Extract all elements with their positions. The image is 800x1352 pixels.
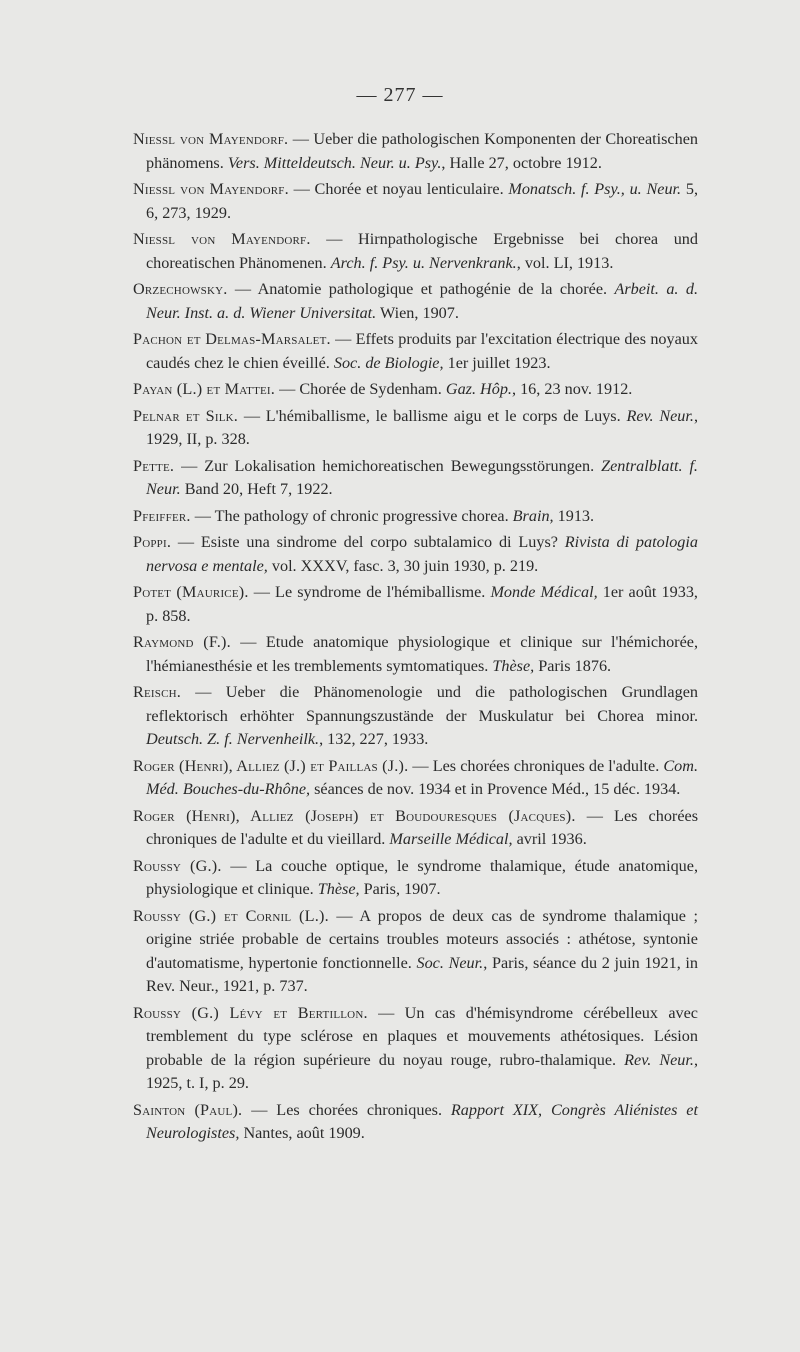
reference-tail: vol. XXXV, fasc. 3, 30 juin 1930, p. 219.	[267, 556, 539, 575]
reference-tail: 1er août 1933, p. 858.	[146, 583, 698, 625]
reference-journal: Soc. Neur.	[416, 953, 484, 972]
reference-tail: avril 1936.	[512, 830, 587, 848]
reference-entry	[133, 755, 698, 802]
reference-entry	[133, 278, 698, 325]
reference-tail: 1913.	[553, 506, 595, 525]
reference-text: — Etude anatomique physiologique et clinique sur l'hémichorée, l'hémianesthésie et les tremblements symtomatiques.	[146, 633, 698, 675]
reference-text: — Le syndrome de l'hémiballisme.	[248, 583, 491, 601]
reference-journal: Gaz. Hôp.	[445, 380, 512, 398]
reference-journal: Marseille Médical,	[389, 830, 513, 848]
reference-tail: Band 20, Heft 7, 1922.	[180, 480, 333, 498]
reference-text: — Les chorées chroniques.	[242, 1100, 451, 1119]
reference-entry	[133, 378, 698, 402]
reference-tail: séances de nov. 1934 et in Provence Méd., 15 déc. 1934.	[310, 780, 681, 798]
reference-author: Niessl von Mayendorf.	[133, 130, 289, 148]
reference-entry	[133, 855, 698, 902]
reference-tail: , 16, 23 nov. 1912.	[511, 380, 633, 398]
reference-tail: Wien, 1907.	[376, 303, 459, 322]
reference-entry	[133, 328, 698, 375]
reference-author: Roger (Henri), Alliez (J.) et Paillas (J.).	[133, 756, 409, 775]
reference-tail: 1er juillet 1923.	[443, 353, 551, 372]
reference-journal: Vers. Mitteldeutsch. Neur. u. Psy.	[227, 153, 442, 172]
reference-journal: Arch. f. Psy. u. Nervenkrank.	[330, 253, 517, 272]
reference-text: — L'hémiballisme, le ballisme aigu et le corps de Luys.	[238, 406, 627, 425]
reference-author: Roussy (G.).	[133, 856, 222, 875]
reference-journal: Soc. de Biologie,	[333, 353, 444, 372]
reference-entry	[133, 681, 698, 752]
page-number: — 277 —	[356, 84, 444, 106]
reference-journal: Rivista di patologia nervosa e mentale,	[146, 533, 698, 575]
reference-entry	[133, 1002, 698, 1096]
reference-text: — Effets produits par l'excitation électrique des noyaux caudés chez le chien éveillé.	[146, 330, 698, 372]
reference-entry	[133, 805, 698, 852]
reference-author: Roger (Henri), Alliez (Joseph) et Boudouresques (Jacques).	[133, 806, 576, 825]
reference-author: Sainton (Paul).	[133, 1100, 243, 1119]
reference-author: Niessl von Mayendorf.	[133, 180, 289, 198]
reference-entry	[133, 581, 698, 628]
reference-author: Payan (L.) et Mattei.	[133, 380, 276, 398]
reference-journal: Zentralblatt. f. Neur.	[146, 456, 698, 498]
reference-entry	[133, 505, 698, 529]
reference-author: Orzechowsky.	[133, 280, 228, 298]
reference-author: Roussy (G.) et Cornil (L.).	[133, 906, 329, 925]
reference-text: — Zur Lokalisation hemichoreatischen Bewegungsstörungen.	[174, 456, 602, 475]
reference-list	[133, 128, 698, 1149]
reference-text: — A propos de deux cas de syndrome thalamique ; origine striée probable de certains troubles moteurs associés : athétose, syntonie d'automatisme, hypertonie fonctionnelle.	[146, 906, 699, 972]
reference-journal: Thèse,	[317, 880, 360, 898]
reference-entry	[133, 405, 698, 452]
reference-journal: Deutsch. Z. f. Nervenheilk.	[146, 730, 320, 748]
reference-tail: , vol. LI, 1913.	[516, 253, 614, 272]
reference-text: — Hirnpathologische Ergebnisse bei chorea und choreatischen Phänomenen.	[146, 230, 698, 272]
reference-entry	[133, 178, 698, 225]
reference-text: — The pathology of chronic progressive chorea.	[190, 506, 513, 525]
reference-tail: 5, 6, 273, 1929.	[146, 180, 698, 222]
reference-journal: Thèse,	[492, 656, 535, 675]
reference-text: — Chorée de Sydenham.	[275, 380, 446, 398]
reference-entry	[133, 1099, 698, 1146]
reference-tail: , Paris, séance du 2 juin 1921, in Rev. Neur., 1921, p. 737.	[146, 953, 699, 995]
reference-author: Roussy (G.) Lévy et Bertillon.	[133, 1003, 368, 1022]
reference-author: Potet (Maurice).	[133, 583, 249, 601]
reference-entry	[133, 228, 698, 275]
reference-entry	[133, 128, 698, 175]
reference-author: Reisch.	[133, 683, 182, 701]
reference-author: Pfeiffer.	[133, 506, 191, 525]
reference-journal: Monde Médical,	[490, 583, 598, 601]
reference-author: Pelnar et Silk.	[133, 406, 239, 425]
reference-author: Pachon et Delmas-Marsalet.	[133, 330, 331, 348]
reference-tail: , 1929, II, p. 328.	[146, 406, 698, 448]
reference-tail: Nantes, août 1909.	[239, 1124, 365, 1142]
reference-text: — Chorée et noyau lenticulaire.	[288, 180, 509, 198]
reference-journal: Rapport XIX, Congrès Aliénistes et Neurologistes,	[146, 1100, 698, 1142]
reference-journal: Arbeit. a. d. Neur. Inst. a. d. Wiener Universitat.	[146, 280, 698, 322]
reference-author: Raymond (F.).	[133, 633, 231, 651]
reference-text: — Les chorées chroniques de l'adulte et du vieillard.	[146, 806, 698, 848]
reference-text: — Ueber die Phänomenologie und die pathologischen Grundlagen reflektorisch erhöhter Spannungszustände der Muskulatur bei Chorea minor.	[146, 683, 698, 725]
reference-journal: Brain,	[512, 506, 554, 525]
reference-author: Niessl von Mayendorf.	[133, 230, 311, 248]
reference-entry	[133, 631, 698, 678]
reference-text: — La couche optique, le syndrome thalamique, étude anatomique, physiologique et clinique.	[146, 856, 698, 898]
reference-text: — Ueber die pathologischen Komponenten der Choreatischen phänomens.	[146, 130, 698, 172]
reference-entry	[133, 905, 698, 999]
reference-tail: , 132, 227, 1933.	[319, 730, 429, 748]
reference-text: — Les chorées chroniques de l'adulte.	[408, 756, 664, 775]
reference-journal: Rev. Neur.	[626, 406, 694, 425]
reference-tail: , 1925, t. I, p. 29.	[146, 1050, 698, 1092]
reference-journal: Com. Méd. Bouches-du-Rhône,	[146, 756, 698, 798]
reference-tail: Paris 1876.	[534, 656, 612, 675]
reference-author: Pette.	[133, 456, 175, 475]
reference-journal: Rev. Neur.	[624, 1050, 694, 1069]
reference-author: Poppi.	[133, 533, 172, 551]
reference-text: — Anatomie pathologique et pathogénie de la chorée.	[227, 280, 615, 298]
reference-text: — Esiste una sindrome del corpo subtalamico di Luys?	[171, 533, 565, 551]
reference-tail: , Halle 27, octobre 1912.	[441, 153, 602, 172]
reference-entry	[133, 455, 698, 502]
reference-tail: Paris, 1907.	[359, 880, 441, 898]
reference-text: — Un cas d'hémisyndrome cérébelleux avec tremblement du type sclérose en plaques et mouvements athétosiques. Lésion probable de la région supérieure du noyau rouge, rubro-thalamique.	[146, 1003, 698, 1069]
reference-journal: Monatsch. f. Psy., u. Neur.	[508, 180, 682, 198]
reference-entry	[133, 531, 698, 578]
